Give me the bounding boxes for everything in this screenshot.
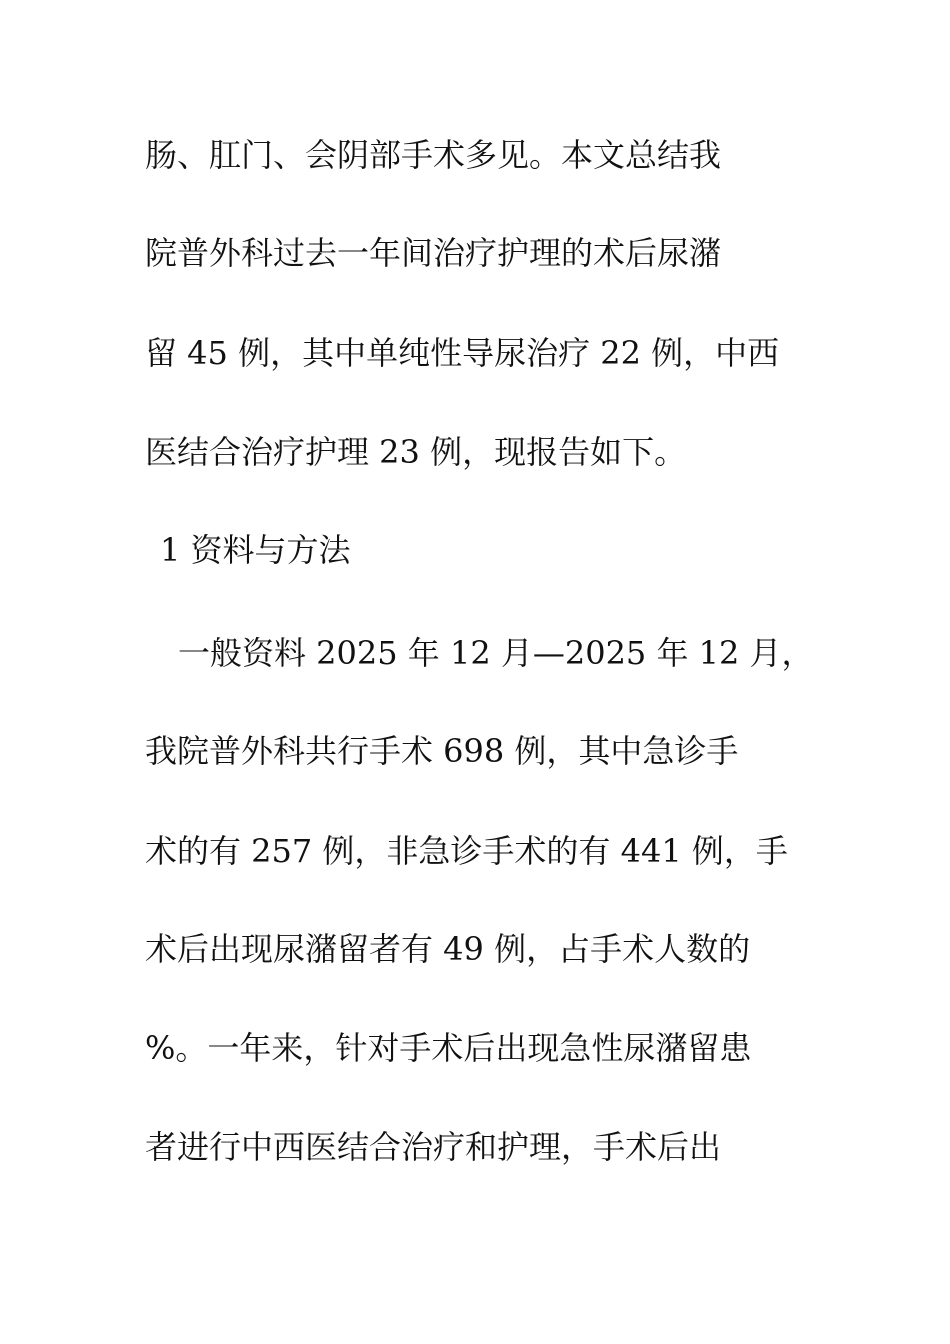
text-line: 医结合治疗护理 23 例，现报告如下。 (145, 433, 687, 471)
text-line: 术后出现尿潴留者有 49 例，占手术人数的 (145, 930, 751, 968)
text-line: 我院普外科共行手术 698 例，其中急诊手 (145, 732, 739, 770)
text-line: 留 45 例，其中单纯性导尿治疗 22 例，中西 (145, 334, 780, 372)
text-line: 术的有 257 例，非急诊手术的有 441 例，手 (145, 832, 788, 870)
section-heading: 1 资料与方法 (160, 531, 351, 569)
text-line: %。一年来，针对手术后出现急性尿潴留患 (145, 1029, 752, 1067)
text-line: 一般资料 2025 年 12 月—2025 年 12 月， (178, 634, 814, 672)
text-line: 者进行中西医结合治疗和护理，手术后出 (145, 1128, 722, 1166)
text-line: 院普外科过去一年间治疗护理的术后尿潴 (145, 234, 722, 272)
text-line: 肠、肛门、会阴部手术多见。本文总结我 (145, 136, 722, 174)
